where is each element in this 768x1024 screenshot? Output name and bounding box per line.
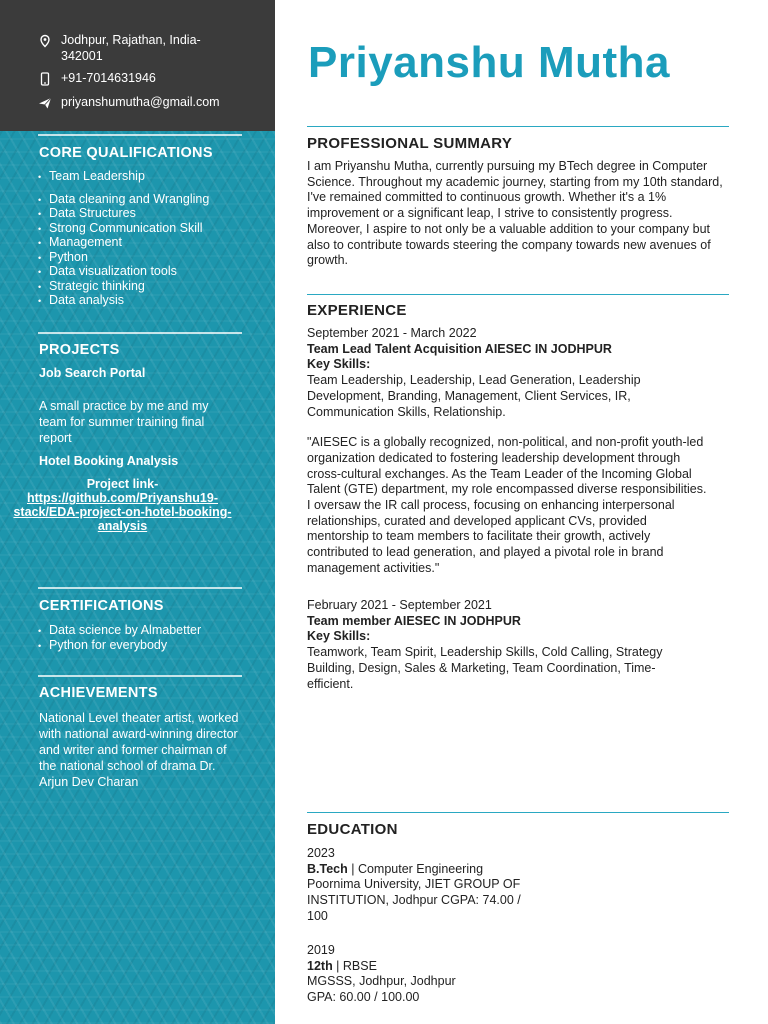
- candidate-name: Priyanshu Mutha: [308, 38, 670, 87]
- core-qualifications-list: [38, 169, 209, 308]
- list-item: • Python: [38, 250, 209, 265]
- section-divider: [38, 134, 242, 136]
- section-divider: [307, 294, 729, 295]
- phone-icon: [38, 72, 52, 86]
- education-entry-1: [307, 846, 537, 925]
- summary-title: PROFESSIONAL SUMMARY: [307, 135, 513, 152]
- key-skills-label: Key Skills:: [307, 357, 371, 372]
- education-gpa: GPA: 60.00 / 100.00: [307, 990, 420, 1005]
- education-title: EDUCATION: [307, 821, 398, 838]
- core-qualifications-title: CORE QUALIFICATIONS: [39, 145, 213, 161]
- contact-location: [38, 32, 221, 64]
- project-1-description: A small practice by me and my team for summer training final report: [39, 399, 209, 445]
- education-year: 2023: [307, 846, 335, 860]
- summary-text: I am Priyanshu Mutha, currently pursuing my BTech degree in Computer Science. Throughout my academic journey, starting from my 10th standard, I've remained committed to continuous growth. Whether it's a 1% improvement or a significant leap, I strive to consistently progress. Moreover, I aspire to not only be a valuable addition to your company but also to contribute towards steering the company towards new avenues of growth.: [307, 159, 723, 268]
- education-degree: B.Tech: [307, 861, 348, 876]
- education-year: 2019: [307, 943, 335, 957]
- email-text[interactable]: priyanshumutha@gmail.com: [61, 95, 220, 109]
- achievements-text: National Level theater artist, worked with national award-winning director and writer and former chairman of the national school of drama Dr. Arjun Dev Charan: [39, 711, 239, 789]
- education-entry-2: [307, 943, 537, 1006]
- education-degree: 12th: [307, 958, 333, 973]
- key-skills-label: Key Skills:: [307, 629, 371, 644]
- job-dates: February 2021 - September 2021: [307, 598, 492, 612]
- project-1-title: Job Search Portal: [39, 366, 146, 380]
- education-degree-line: [307, 959, 537, 975]
- projects-title: PROJECTS: [39, 342, 120, 358]
- job-dates: September 2021 - March 2022: [307, 326, 477, 340]
- section-divider: [307, 812, 729, 813]
- job-skills: Teamwork, Team Spirit, Leadership Skills, Cold Calling, Strategy Building, Design, Sales & Marketing, Team Coordination, Time-efficient.: [307, 645, 663, 691]
- list-item: • Strong Communication Skill: [38, 221, 209, 236]
- list-item: • Python for everybody: [38, 638, 201, 653]
- achievements-title: ACHIEVEMENTS: [39, 685, 158, 701]
- project-2-title: Hotel Booking Analysis: [39, 454, 179, 468]
- contact-block: [0, 0, 275, 131]
- certifications-title: CERTIFICATIONS: [39, 598, 164, 614]
- list-item: • Data science by Almabetter: [38, 623, 201, 638]
- education-degree-line: [307, 862, 537, 878]
- education-field: | Computer Engineering: [347, 861, 484, 876]
- education-school: Poornima University, JIET GROUP OF INSTITUTION, Jodhpur CGPA: 74.00 / 100: [307, 877, 521, 923]
- experience-title: EXPERIENCE: [307, 302, 407, 319]
- project-link-label: Project link-: [86, 477, 159, 491]
- location-text: Jodhpur, Rajathan, India-342001: [61, 33, 201, 63]
- job-description: "AIESEC is a globally recognized, non-political, and non-profit youth-led organization dedicated to fostering leadership development through cross-cultural exchanges. As the Team Leader of the Incoming Global Talent (GTE) department, my role encompassed diverse responsibilities. I oversaw the IR call process, focusing on enhancing interpersonal relationships, curated and developed applicant CVs, provided mentorship to team members to facilitate their growth, actively contributed to lead generation, and played a pivotal role in brand management activities.": [307, 435, 707, 575]
- certifications-list: [38, 623, 201, 652]
- map-pin-icon: [38, 34, 52, 48]
- education-school: MGSSS, Jodhpur, Jodhpur: [307, 974, 456, 989]
- list-item: • Data Structures: [38, 206, 209, 221]
- paper-plane-icon: [38, 96, 52, 110]
- job-role: Team member AIESEC IN JODHPUR: [307, 613, 521, 628]
- job-1: [307, 326, 727, 577]
- education-field: | RBSE: [332, 958, 377, 973]
- phone-text: +91-7014631946: [61, 71, 156, 85]
- list-item: • Data visualization tools: [38, 264, 209, 279]
- job-skills: Team Leadership, Leadership, Lead Generation, Leadership Development, Branding, Management, Client Services, IR, Communication Skills, Relationship.: [307, 373, 641, 419]
- list-item: • Data analysis: [38, 293, 209, 308]
- section-divider: [38, 332, 242, 334]
- job-2: [307, 598, 727, 692]
- contact-email: [38, 94, 221, 110]
- job-role: Team Lead Talent Acquisition AIESEC IN JODHPUR: [307, 341, 612, 356]
- project-link[interactable]: https://github.com/Priyanshu19-stack/EDA-project-on-hotel-booking-analysis: [13, 491, 232, 533]
- list-item: • Management: [38, 235, 209, 250]
- list-item: • Data cleaning and Wrangling: [38, 192, 209, 207]
- section-divider: [38, 675, 242, 677]
- contact-phone: [38, 70, 221, 86]
- section-divider: [307, 126, 729, 127]
- list-item: • Strategic thinking: [38, 279, 209, 294]
- section-divider: [38, 587, 242, 589]
- sidebar: [0, 0, 275, 1024]
- list-item: • Team Leadership: [38, 169, 209, 184]
